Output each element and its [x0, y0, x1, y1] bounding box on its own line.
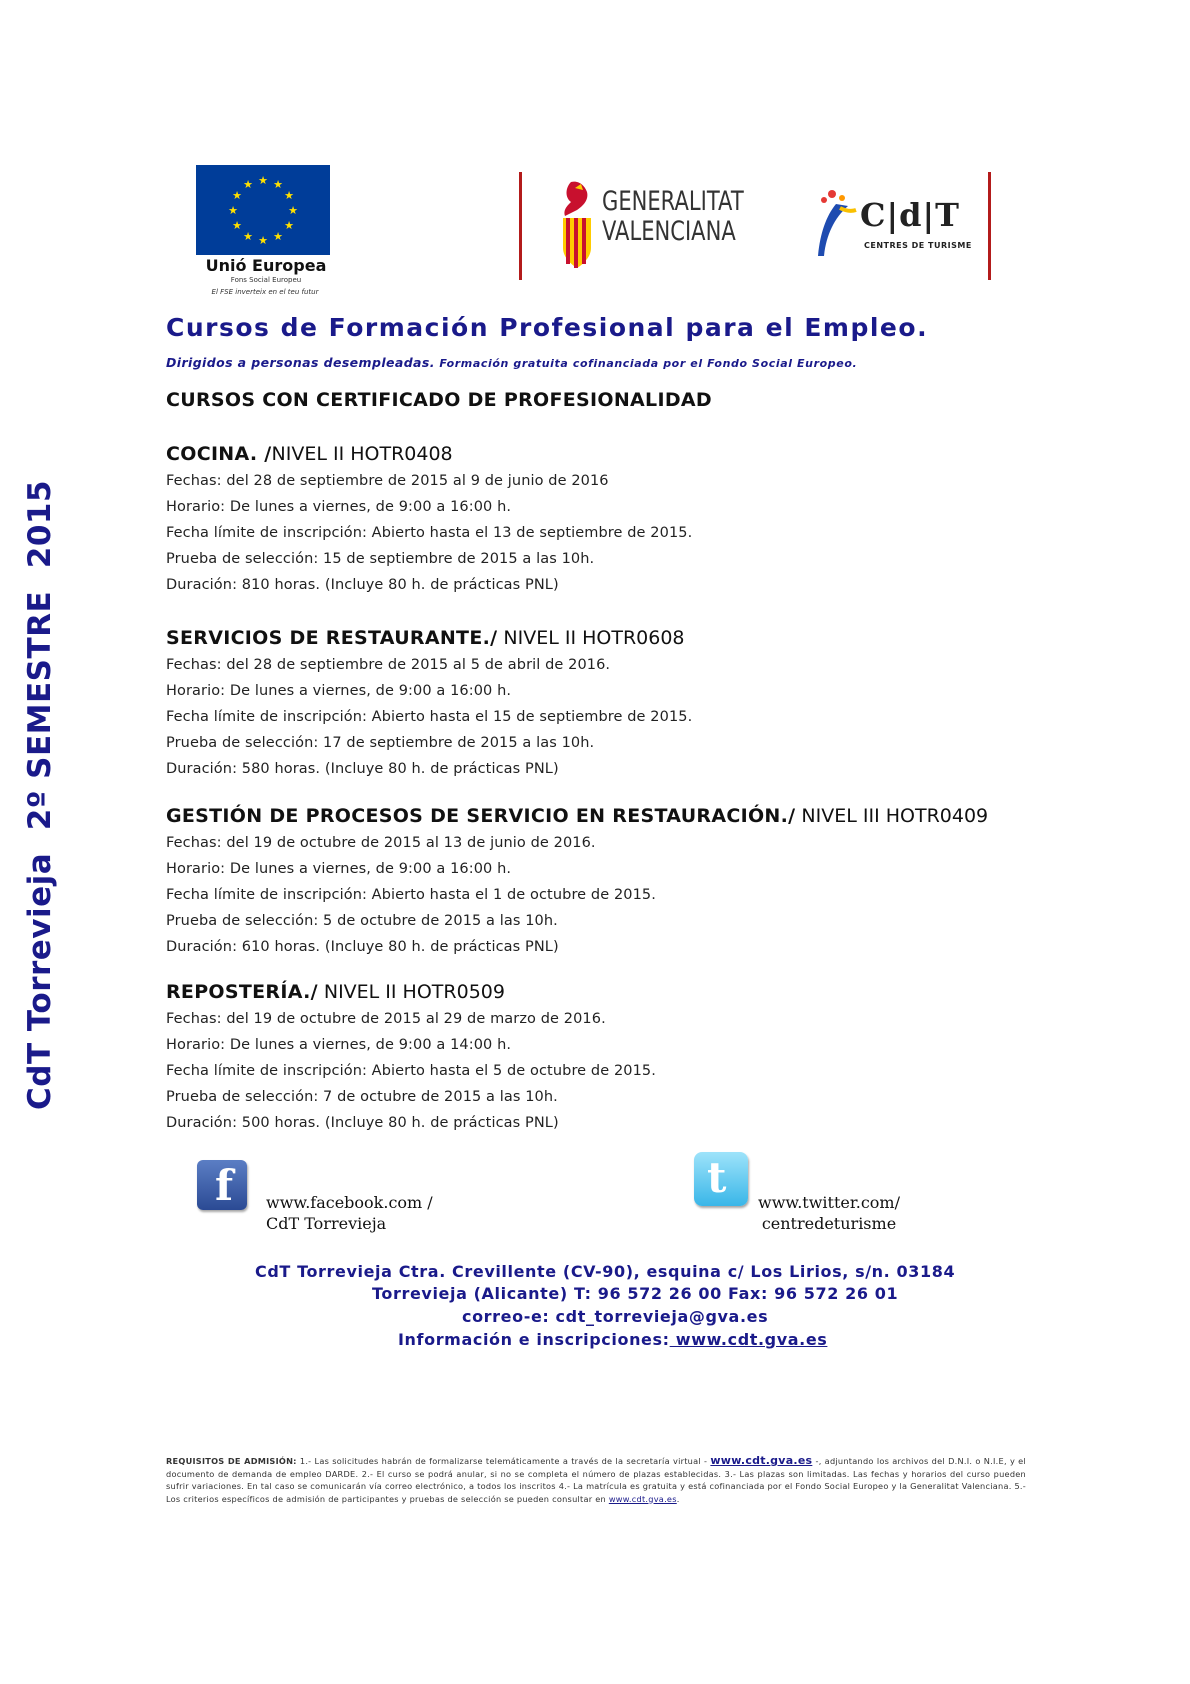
course-schedule: Horario: De lunes a viernes, de 9:00 a 14:00 h. [166, 1037, 512, 1053]
course-name: COCINA. / [166, 443, 272, 465]
course-selection-test: Prueba de selección: 17 de septiembre de 2015 a las 10h. [166, 735, 595, 751]
course-level: NIVEL II HOTR0509 [317, 981, 505, 1003]
svg-text:★: ★ [232, 219, 242, 232]
course-block [166, 980, 1086, 1136]
contact-email[interactable]: correo-e: cdt_torrevieja@gva.es [462, 1307, 769, 1326]
course-dates: Fechas: del 19 de octubre de 2015 al 13 de junio de 2016. [166, 835, 596, 851]
svg-text:★: ★ [228, 204, 238, 217]
svg-text:★: ★ [232, 189, 242, 202]
eu-logo-subtitle: Fons Social Europeu [230, 276, 302, 284]
contact-info [398, 1330, 827, 1349]
generalitat-line-1: GENERALITAT [602, 186, 744, 217]
twitter-icon[interactable] [694, 1152, 748, 1206]
generalitat-emblem-logo [557, 178, 597, 270]
logo-divider-left [519, 172, 522, 280]
contact-info-label: Información e inscripciones: [398, 1330, 670, 1349]
svg-text:★: ★ [273, 230, 283, 243]
svg-text:★: ★ [284, 189, 294, 202]
course-block [166, 442, 1086, 598]
course-selection-test: Prueba de selección: 15 de septiembre de 2015 a las 10h. [166, 551, 595, 567]
course-level: NIVEL II HOTR0608 [497, 627, 685, 649]
twitter-link[interactable]: www.twitter.com/ centredeturisme [758, 1193, 900, 1233]
course-schedule: Horario: De lunes a viernes, de 9:00 a 16:00 h. [166, 861, 512, 877]
course-selection-test: Prueba de selección: 7 de octubre de 2015 a las 10h. [166, 1089, 558, 1105]
course-name: GESTIÓN DE PROCESOS DE SERVICIO EN RESTAURACIÓN./ [166, 805, 796, 827]
course-deadline: Fecha límite de inscripción: Abierto hasta el 13 de septiembre de 2015. [166, 525, 693, 541]
course-level: NIVEL III HOTR0409 [795, 805, 989, 827]
requirements-link[interactable]: www.cdt.gva.es [710, 1454, 813, 1467]
requirements-label: REQUISITOS DE ADMISIÓN: [166, 1456, 297, 1466]
section-heading: CURSOS CON CERTIFICADO DE PROFESIONALIDAD [166, 389, 712, 411]
requirements-link[interactable]: www.cdt.gva.es [608, 1493, 677, 1504]
facebook-glyph: f [215, 1161, 234, 1210]
cdt-logo-letters: C|d|T [860, 196, 960, 234]
cdt-logo-subtitle: CENTRES DE TURISME [864, 241, 972, 250]
subtitle-funding: Formación gratuita cofinanciada por el Fondo Social Europeo. [434, 357, 858, 370]
course-deadline: Fecha límite de inscripción: Abierto hasta el 5 de octubre de 2015. [166, 1063, 656, 1079]
course-deadline: Fecha límite de inscripción: Abierto hasta el 1 de octubre de 2015. [166, 887, 656, 903]
course-deadline: Fecha límite de inscripción: Abierto hasta el 15 de septiembre de 2015. [166, 709, 693, 725]
main-title: Cursos de Formación Profesional para el Empleo. [166, 313, 929, 342]
course-title [166, 442, 1086, 466]
svg-text:★: ★ [258, 234, 268, 247]
course-duration: Duración: 580 horas. (Incluye 80 h. de prácticas PNL) [166, 761, 559, 777]
course-dates: Fechas: del 28 de septiembre de 2015 al 5 de abril de 2016. [166, 657, 611, 673]
requirements-text: 1.- Las solicitudes habrán de formalizarse telemáticamente a través de la secretaría virtual - [296, 1456, 711, 1466]
admission-requirements [166, 1455, 1026, 1505]
facebook-icon[interactable] [197, 1160, 247, 1210]
course-block [166, 626, 1086, 782]
contact-address: CdT Torrevieja Ctra. Crevillente (CV-90), esquina c/ Los Lirios, s/n. 03184 [255, 1262, 956, 1281]
svg-text:★: ★ [284, 219, 294, 232]
svg-text:★: ★ [288, 204, 298, 217]
course-name: SERVICIOS DE RESTAURANTE./ [166, 627, 498, 649]
course-duration: Duración: 500 horas. (Incluye 80 h. de prácticas PNL) [166, 1115, 559, 1131]
course-duration: Duración: 610 horas. (Incluye 80 h. de prácticas PNL) [166, 939, 559, 955]
twitter-glyph: t [707, 1153, 727, 1202]
eu-logo-name: Unió Europea [205, 256, 327, 275]
svg-text:★: ★ [258, 174, 268, 187]
cdt-swoosh-logo [814, 186, 858, 262]
course-title [166, 980, 1086, 1004]
course-name: REPOSTERÍA./ [166, 981, 318, 1003]
course-schedule: Horario: De lunes a viernes, de 9:00 a 16:00 h. [166, 499, 512, 515]
main-subtitle [166, 355, 857, 370]
svg-text:★: ★ [243, 230, 253, 243]
facebook-link[interactable]: www.facebook.com / CdT Torrevieja [266, 1193, 433, 1233]
eu-flag-logo [196, 165, 330, 255]
requirements-text: -, adjuntando los archivos del D.N.I. o N.I.E, y el documento de demanda de empleo DARDE. 2.- El curso se podrá anular, si no se completa el número de plazas establecidas. 3.- Las plazas son limitadas. Las fechas y horarios del curso pueden sufrir variaciones. En tal caso se comunicarán vía correo electrónico, a todos los inscritos 4.- La matrícula es gratuita y está cofinanciada por el Fondo Social Europeo y la Generalitat Valenciana. 5.-Los criterios específicos de admisión de participantes y pruebas de selección se pueden consultar en [166, 1456, 1026, 1504]
website-link[interactable]: www.cdt.gva.es [669, 1330, 828, 1349]
generalitat-line-2: VALENCIANA [602, 216, 736, 247]
course-level: NIVEL II HOTR0408 [271, 443, 453, 465]
course-dates: Fechas: del 19 de octubre de 2015 al 29 de marzo de 2016. [166, 1011, 606, 1027]
requirements-text: . [676, 1493, 680, 1504]
course-schedule: Horario: De lunes a viernes, de 9:00 a 16:00 h. [166, 683, 512, 699]
course-title [166, 626, 1086, 650]
subtitle-audience: Dirigidos a personas desempleadas. [166, 355, 435, 370]
course-title [166, 804, 1086, 828]
svg-text:★: ★ [273, 178, 283, 191]
course-block [166, 804, 1086, 960]
side-title: CdT Torrevieja 2º SEMESTRE 2015 [22, 479, 58, 1110]
logo-divider-right [988, 172, 991, 280]
contact-phone-fax: Torrevieja (Alicante) T: 96 572 26 00 Fax: 96 572 26 01 [372, 1284, 899, 1303]
generalitat-name [602, 187, 744, 247]
course-selection-test: Prueba de selección: 5 de octubre de 2015 a las 10h. [166, 913, 558, 929]
eu-logo-tagline: El FSE inverteix en el teu futur [211, 288, 319, 296]
course-dates: Fechas: del 28 de septiembre de 2015 al 9 de junio de 2016 [166, 473, 609, 489]
course-duration: Duración: 810 horas. (Incluye 80 h. de prácticas PNL) [166, 577, 559, 593]
svg-text:★: ★ [243, 178, 253, 191]
